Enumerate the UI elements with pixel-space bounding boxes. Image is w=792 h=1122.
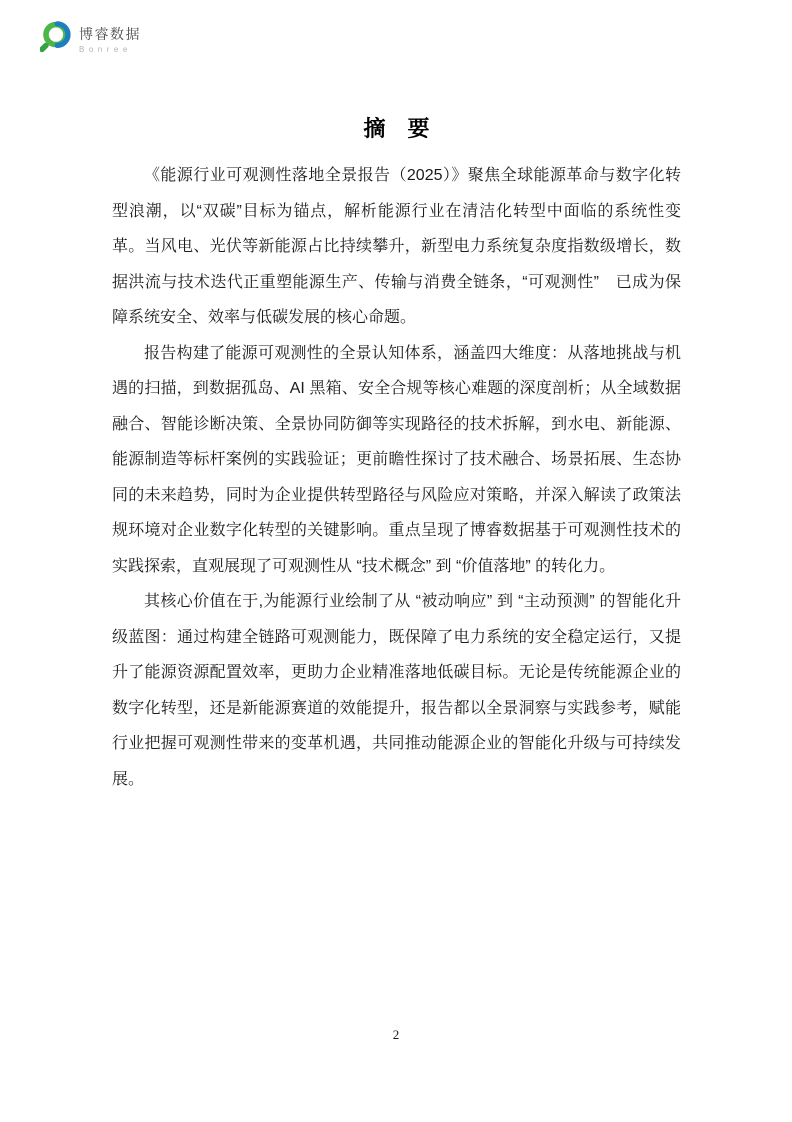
page-number: 2 xyxy=(392,1027,400,1042)
abstract-paragraph-2: 报告构建了能源可观测性的全景认知体系，涵盖四大维度：从落地挑战与机遇的扫描，到数据孤岛、AI 黑箱、安全合规等核心难题的深度剖析；从全域数据融合、智能诊断决策、全景协同防御等实现路径的技术拆解，到水电、新能源、能源制造等标杆案例的实践验证；更前瞻性探讨了技术融合、场景拓展、生态协同的未来趋势，同时为企业提供转型路径与风险应对策略，并深入解读了政策法规环境对企业数字化转型的关键影响。重点呈现了博睿数据基于可观测性技术的实践探索，直观展现了可观测性从 “技术概念” 到 “价值落地” 的转化力。 xyxy=(112,344,681,575)
abstract-section xyxy=(112,114,681,797)
abstract-title: 摘 要 xyxy=(363,116,430,141)
abstract-paragraph-1: 《能源行业可观测性落地全景报告（2025）》聚焦全球能源革命与数字化转型浪潮，以“双碳”目标为锚点，解析能源行业在清洁化转型中面临的系统性变革。当风电、光伏等新能源占比持续攀升，新型电力系统复杂度指数级增长，数据洪流与技术迭代正重塑能源生产、传输与消费全链条，“可观测性” 已成为保障系统安全、效率与低碳发展的核心命题。 xyxy=(112,167,681,326)
bonree-logo xyxy=(40,18,141,56)
logo-text-block xyxy=(79,18,141,54)
abstract-paragraph-3: 其核心价值在于,为能源行业绘制了从 “被动响应” 到 “主动预测” 的智能化升级蓝图：通过构建全链路可观测能力，既保障了电力系统的安全稳定运行，又提升了能源资源配置效率，更助力企业精准落地低碳目标。无论是传统能源企业的数字化转型，还是新能源赛道的效能提升，报告都以全景洞察与实践参考，赋能行业把握可观测性带来的变革机遇，共同推动能源企业的智能化升级与可持续发展。 xyxy=(112,593,681,788)
logo-name-en: Bonree xyxy=(79,45,132,54)
bonree-logo-icon xyxy=(40,18,72,56)
logo-name-cn: 博睿数据 xyxy=(79,26,141,42)
